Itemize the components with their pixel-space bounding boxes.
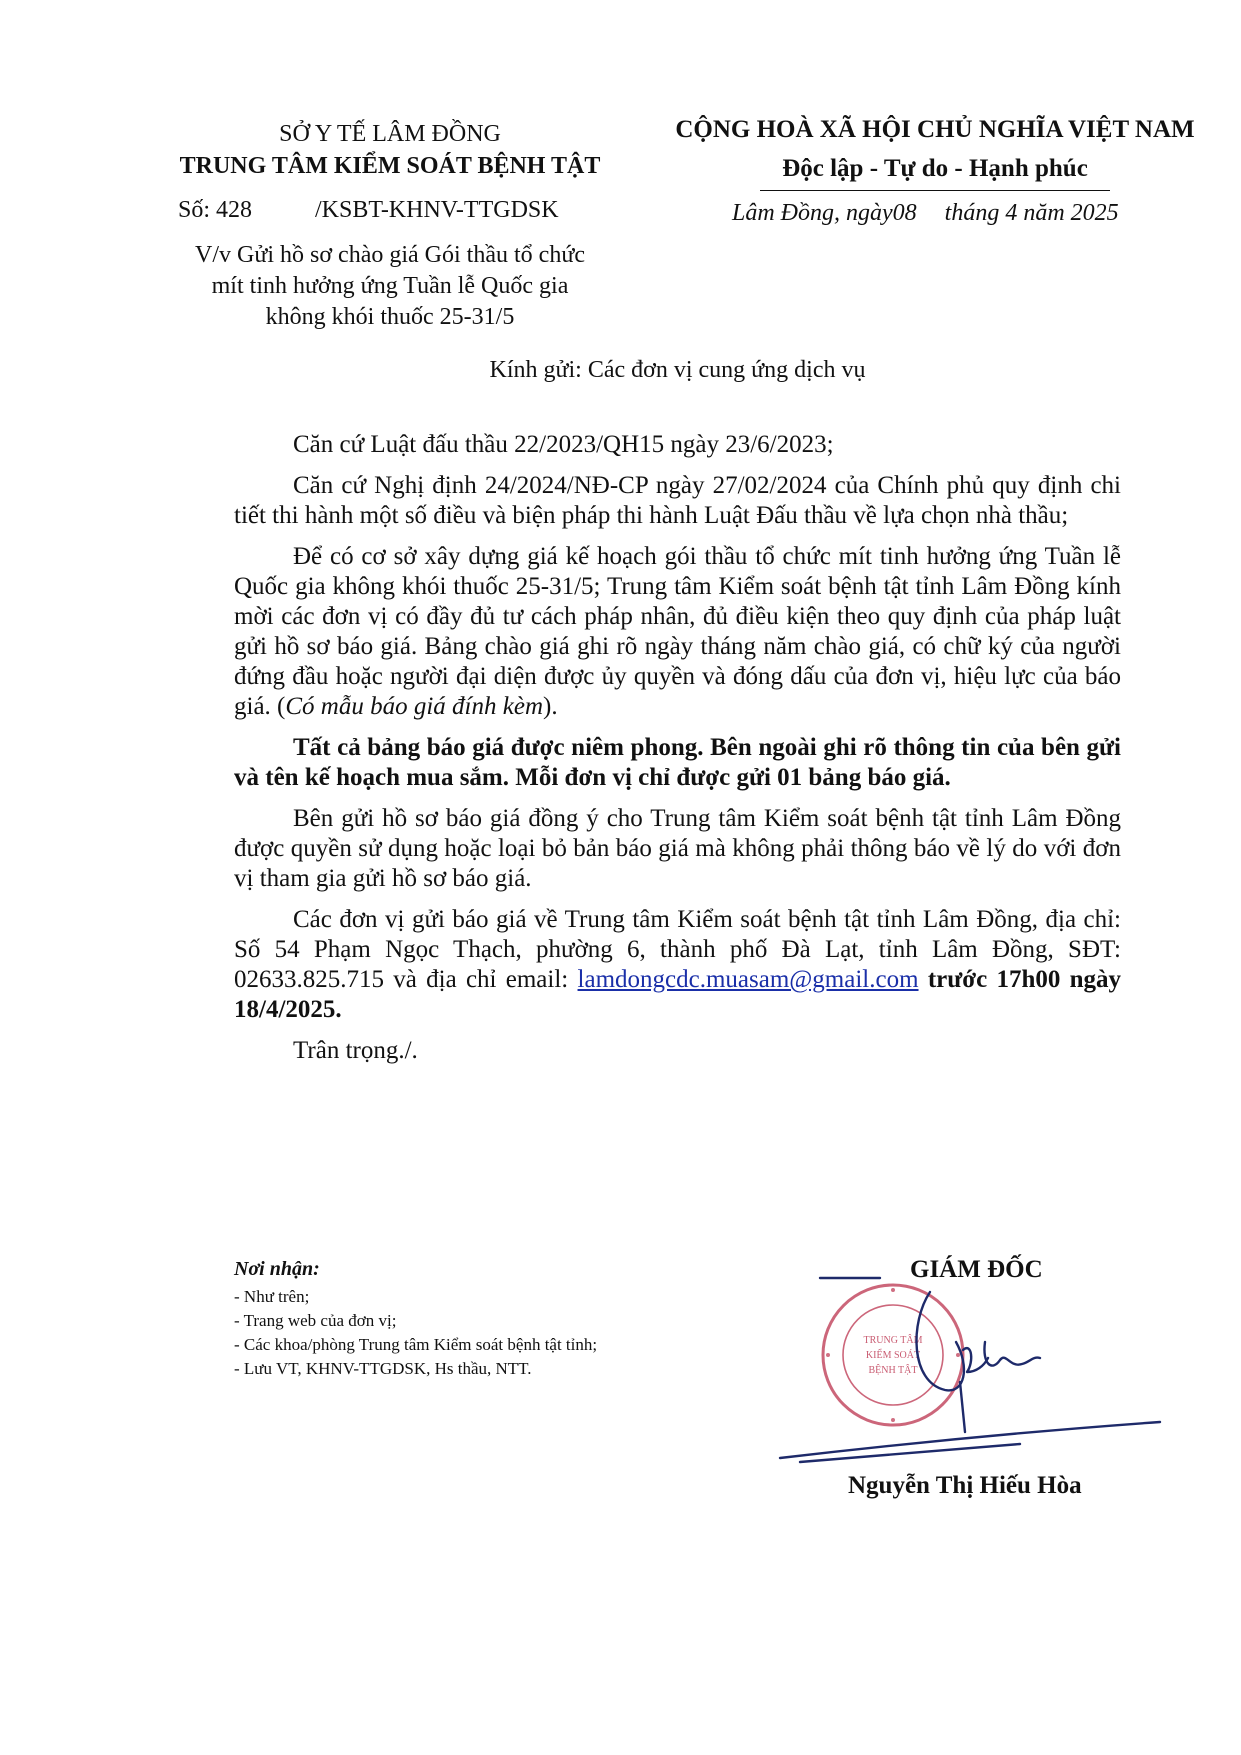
invitation-end: ). — [543, 693, 558, 720]
date-place — [732, 200, 1119, 227]
letter-body — [234, 430, 1121, 1066]
handwritten-signature — [760, 1272, 1180, 1472]
document-subject — [140, 240, 640, 333]
document-number-code: /KSBT-KHNV-TTGDSK — [315, 197, 559, 223]
date-month-year: tháng 4 năm 2025 — [944, 200, 1119, 226]
department-name: SỞ Y TẾ LÂM ĐỒNG — [279, 121, 501, 147]
organization-name: TRUNG TÂM KIỂM SOÁT BỆNH TẬT — [179, 153, 601, 179]
motto-underline — [760, 190, 1110, 191]
recipients-block — [234, 1258, 597, 1381]
submission-deadline: trước 17h00 ngày 18/4/2025. — [234, 966, 1122, 1023]
body-paragraph-submission — [234, 905, 1121, 1025]
invitation-attachment-note: Có mẫu báo giá đính kèm — [285, 693, 543, 720]
body-paragraph-invitation — [234, 542, 1121, 722]
document-number-label: Số: 428 — [178, 197, 253, 223]
subject-line: V/v Gửi hồ sơ chào giá Gói thầu tổ chức — [195, 242, 585, 268]
body-paragraph-rights: Bên gửi hồ sơ báo giá đồng ý cho Trung tâm Kiểm soát bệnh tật tỉnh Lâm Đồng được quyền sử dụng hoặc loại bỏ bản báo giá mà không phải thông báo về lý do với đơn vị tham gia gửi hồ sơ báo giá. — [234, 805, 1121, 892]
seal-line-3: BỆNH TẬT — [868, 1365, 918, 1376]
body-paragraph-legal-basis-1: Căn cứ Luật đấu thầu 22/2023/QH15 ngày 23/6/2023; — [293, 431, 834, 458]
salutation: Kính gửi: Các đơn vị cung ứng dịch vụ — [489, 357, 866, 383]
recipient-item: - Như trên; — [234, 1287, 310, 1306]
national-title: CỘNG HOÀ XÃ HỘI CHỦ NGHĨA VIỆT NAM — [675, 116, 1195, 143]
signer-title: GIÁM ĐỐC — [910, 1256, 1043, 1283]
recipient-item: - Lưu VT, KHNV-TTGDSK, Hs thầu, NTT. — [234, 1359, 532, 1378]
invitation-text: Để có cơ sở xây dựng giá kế hoạch gói thầu tổ chức mít tinh hưởng ứng Tuần lễ Quốc gia không khói thuốc 25-31/5; Trung tâm Kiểm soát bệnh tật tỉnh Lâm Đồng kính mời các đơn vị có đầy đủ tư cách pháp nhân, đủ điều kiện theo quy định của pháp luật gửi hồ sơ báo giá. Bảng chào giá ghi rõ ngày tháng năm chào giá, có chữ ký của người đứng đầu hoặc người đại diện được ủy quyền và đóng dấu của đơn vị, hiệu lực của báo giá. ( — [234, 543, 1121, 720]
signature-icon — [760, 1272, 1180, 1472]
contact-email-link[interactable]: lamdongcdc.muasam@gmail.com — [577, 966, 919, 993]
recipient-item: - Các khoa/phòng Trung tâm Kiểm soát bệnh tật tỉnh; — [234, 1335, 598, 1354]
recipient-item: - Trang web của đơn vị; — [234, 1311, 397, 1330]
closing-remark: Trân trọng./. — [293, 1037, 418, 1064]
body-paragraph-legal-basis-2: Căn cứ Nghị định 24/2024/NĐ-CP ngày 27/02/2024 của Chính phủ quy định chi tiết thi hành một số điều và biện pháp thi hành Luật Đấu thầu về lựa chọn nhà thầu; — [234, 472, 1121, 529]
seal-line-2: KIỂM SOÁT — [865, 1350, 921, 1361]
national-motto: Độc lập - Tự do - Hạnh phúc — [782, 155, 1088, 182]
subject-line: mít tinh hưởng ứng Tuần lễ Quốc gia — [211, 273, 569, 299]
subject-line: không khói thuốc 25-31/5 — [265, 304, 515, 330]
body-paragraph-sealing-rules: Tất cả bảng báo giá được niêm phong. Bên ngoài ghi rõ thông tin của bên gửi và tên kế hoạch mua sắm. Mỗi đơn vị chỉ được gửi 01 bảng báo giá. — [234, 734, 1121, 791]
seal-line-1: TRUNG TÂM — [863, 1335, 923, 1346]
submission-address: Các đơn vị gửi báo giá về Trung tâm Kiểm soát bệnh tật tỉnh Lâm Đồng, địa chỉ: Số 54 Phạm Ngọc Thạch, phường 6, thành phố Đà Lạt, tỉnh Lâm Đồng, SĐT: 02633.825.715 và địa chỉ email: — [234, 906, 1121, 993]
date-day: Lâm Đồng, ngày08 — [732, 200, 917, 226]
recipients-title: Nơi nhận: — [234, 1258, 320, 1280]
signer-name: Nguyễn Thị Hiếu Hòa — [848, 1472, 1082, 1499]
